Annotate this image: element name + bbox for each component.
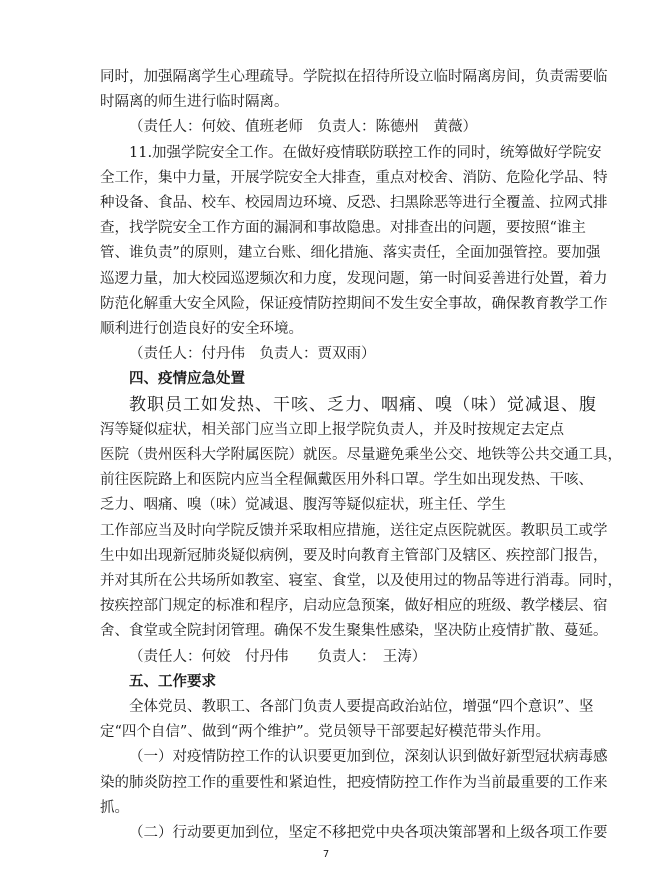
body-line: 时隔离的师生进行临时隔离。	[100, 94, 289, 111]
body-line: 防范化解重大安全风险，保证疫情防控期间不发生安全事故，确保教育教学工作	[100, 295, 608, 312]
body-line: 全工作，集中力量，开展学院安全大排查，重点对校舍、消防、危险化学品、特	[100, 169, 608, 186]
body-line: 管、谁负责”的原则，建立台账、细化措施、落实责任，全面加强管控。要加强	[100, 245, 601, 262]
body-line: 按疾控部门规定的标准和程序，启动应急预案，做好相应的班级、教学楼层、宿	[100, 598, 608, 615]
responsibility-note: （责任人：何姣 付丹伟 负责人： 王涛）	[129, 648, 427, 665]
body-line: （一）对疫情防控工作的认识要更加到位，深刻认识到做好新型冠状病毒感	[129, 749, 608, 766]
responsibility-note: （责任人：付丹伟 负责人：贾双雨）	[129, 346, 376, 363]
section-heading: 四、疫情应急处置	[129, 371, 245, 388]
responsibility-note: （责任人：何姣、值班老师 负责人：陈德州 黄薇）	[129, 119, 477, 136]
page-number: 7	[322, 849, 330, 860]
body-line: 泻等疑似症状，相关部门应当立即上报学院负责人，并及时按规定去定点	[100, 421, 564, 438]
body-line: 抓。	[100, 799, 129, 816]
body-line: （二）行动要更加到位，坚定不移把党中央各项决策部署和上级各项工作要	[129, 825, 608, 841]
body-line: 查，找学院安全工作方面的漏洞和事故隐患。对排查出的问题，要按照“谁主	[100, 220, 586, 237]
body-line: 染的肺炎防控工作的重要性和紧迫性，把疫情防控工作作为当前最重要的工作来	[100, 774, 608, 791]
body-line: 医院（贵州医科大学附属医院）就医。尽量避免乘坐公交、地铁等公共交通工具，	[100, 447, 622, 463]
body-line: 生中如出现新冠肺炎疑似病例，要及时向教育主管部门及辖区、疾控部门报告，	[100, 547, 608, 564]
body-line: 并对其所在公共场所如教室、寝室、食堂，以及使用过的物品等进行消毒。同时，	[100, 573, 622, 589]
body-line: 巡逻力量，加大校园巡逻频次和力度，发现问题，第一时间妥善进行处置，着力	[100, 270, 608, 287]
body-line: 同时，加强隔离学生心理疏导。学院拟在招待所设立临时隔离房间，负责需要临	[100, 69, 608, 85]
body-line: 种设备、食品、校车、校园周边环境、反恐、扫黑除恶等进行全覆盖、拉网式排	[100, 195, 608, 211]
body-line: 工作部应当及时向学院反馈并采取相应措施，送往定点医院就医。教职员工或学	[100, 522, 608, 539]
section-heading: 五、工作要求	[129, 673, 216, 690]
body-line: 教职员工如发热、干咳、乏力、咽痛、嗅（味）觉减退、腹	[129, 394, 597, 415]
body-line: 舍、食堂或全院封闭管理。确保不发生聚集性感染，坚决防止疫情扩散、蔓延。	[100, 623, 608, 640]
body-line: 定“四个自信”、做到“两个维护”。党员领导干部要起好模范带头作用。	[100, 724, 551, 741]
body-line: 前往医院路上和医院内应当全程佩戴医用外科口罩。学生如出现发热、干咳、	[100, 472, 593, 489]
body-line: 乏力、咽痛、嗅（味）觉减退、腹泻等疑似症状，班主任、学生	[100, 497, 506, 514]
body-line: 全体党员、教职工、各部门负责人要提高政治站位，增强“四个意识”、坚	[129, 699, 594, 715]
body-line: 顺利进行创造良好的安全环境。	[100, 321, 303, 337]
body-line: 11.加强学院安全工作。在做好疫情联防联控工作的同时，统筹做好学院安	[129, 144, 602, 161]
